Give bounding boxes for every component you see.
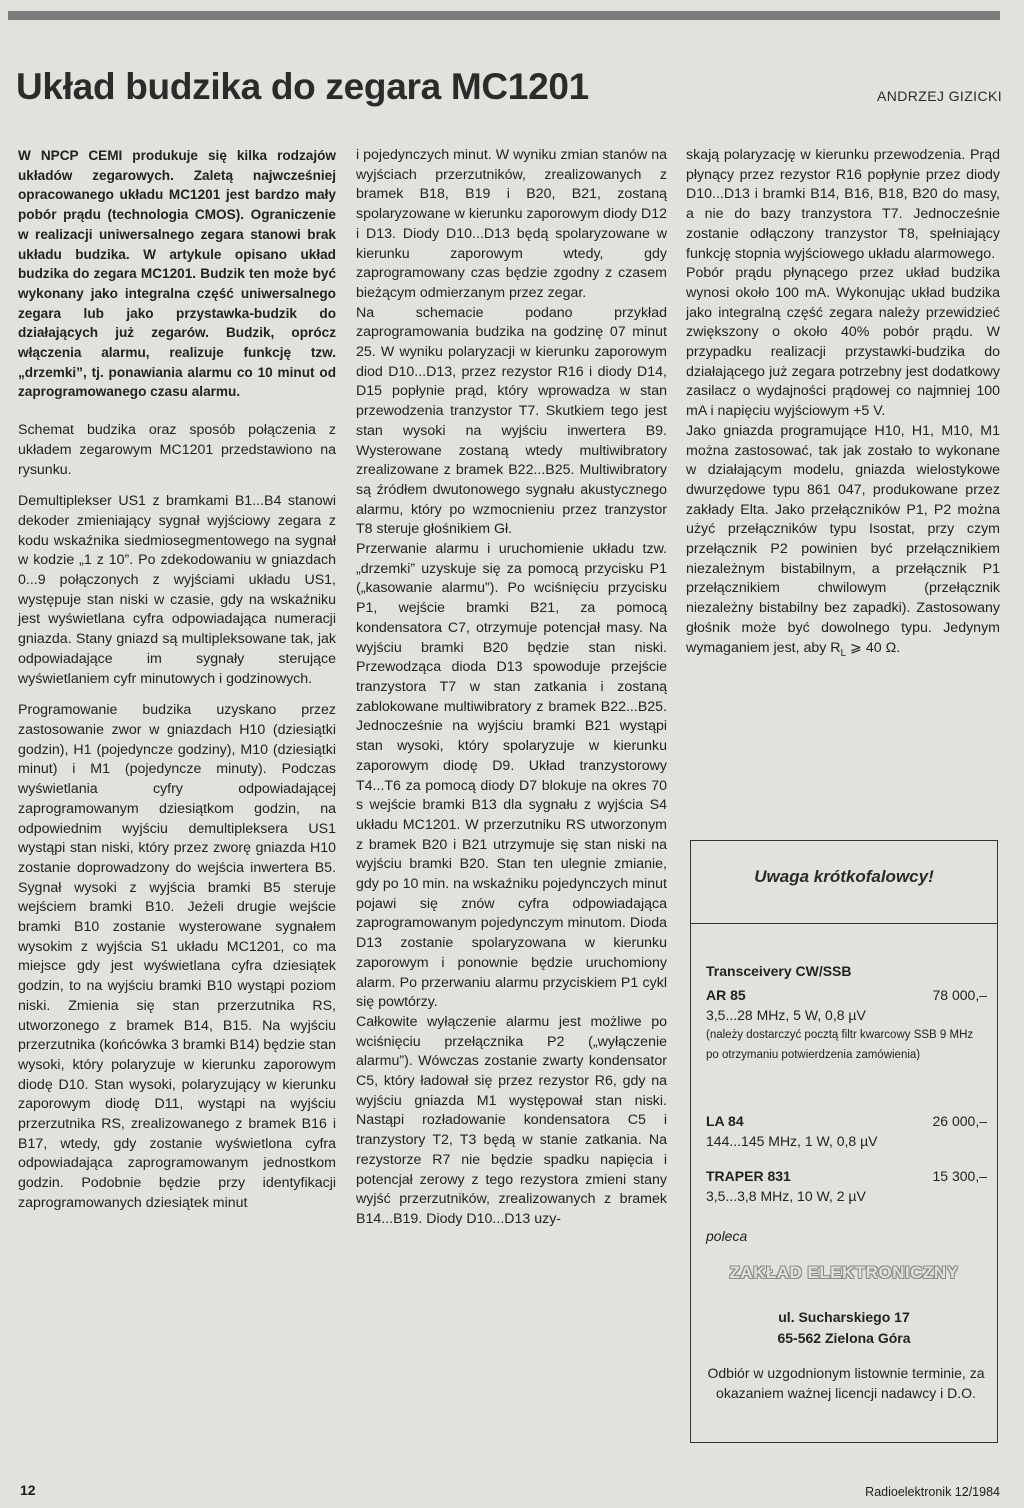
- ad-divider: [691, 923, 997, 924]
- item-name: LA 84: [706, 1113, 744, 1129]
- paragraph: Demultiplekser US1 z bramkami B1...B4 stanowi dekoder zmieniający sygnał wyjściowy zegara z kodu wskaźnika siedmiosegmentowego na sygnał w kodzie „1 z 10”. Po zdekodowaniu w gniazdach 0...9 połączonych z wyjściami układu US1, występuje stan niski w czasie, gdy na wskaźniku jest wyświetlana cyfra odpowiadająca numeracji gniazda. Stany gniazd są multipleksowane tak, jak odpowiadające im sygnały sterujące wyświetlaniem cyfr minutowych i godzinowych.: [18, 493, 336, 687]
- advertisement-box: [690, 840, 998, 1443]
- company-address: [691, 1307, 997, 1349]
- company-name: ZAKŁAD ELEKTRONICZNY: [729, 1263, 959, 1282]
- author-name: ANDRZEJ GIZICKI: [876, 88, 1002, 104]
- paragraph-end: ⩾ 40 Ω.: [846, 639, 901, 656]
- paragraph-text: Jako gniazda programujące H10, H1, M10, M1 można zastosować, tak jak zostało to wykonane w działającym modelu, gniazda wielostykowe dwurzędowe typu 861 047, produkowane przez zakłady Elta. Jako przełączników P1, P2 można użyć przełączników typu Isostat, przy czym przełącznik P2 powinien być przełącznikiem niezależnym bistabilnym, a przełącznik P1 przełącznikiem chwilowym (przełącznik niezależny bistabilny bez zapadki). Zastosowany głośnik może być dowolnego typu. Jedynym wymaganiem jest, aby R: [686, 422, 1000, 656]
- ad-item: [706, 1168, 987, 1204]
- article-title: Układ budzika do zegara MC1201: [16, 66, 589, 107]
- column-2: [356, 146, 667, 1230]
- magazine-issue: Radioelektronik 12/1984: [865, 1485, 1000, 1499]
- address-city: 65-562 Zielona Góra: [777, 1330, 911, 1346]
- item-note: (należy dostarczyć pocztą filtr kwarcowy SSB 9 MHz po otrzymaniu potwierdzenia zamówienia): [706, 1029, 974, 1061]
- lead-paragraph: W NPCP CEMI produkuje się kilka rodzajów układów zegarowych. Zaletą najwcześniej opracowanego układu MC1201 jest bardzo mały pobór prądu (technologia CMOS). Ograniczenie w realizacji uniwersalnego zegara stanowi brak układu budzika. W artykule opisano układ budzika do zegara MC1201. Budzik ten może być wykonany jako integralna część uniwersalnego zegara lub jako przystawka-budzik do działających już zegarów. Budzik, oprócz włączenia alarmu, realizuje funkcję tzw. „drzemki”, tj. ponawiania alarmu co 10 minut od zaprogramowanego czasu alarmu.: [18, 148, 336, 400]
- item-price: 78 000,–: [932, 987, 987, 1003]
- ad-recommends: poleca: [706, 1228, 748, 1244]
- ad-subheader: Transceivery CW/SSB: [706, 963, 852, 979]
- item-name: AR 85: [706, 987, 746, 1003]
- item-price: 26 000,–: [932, 1113, 987, 1129]
- item-name: TRAPER 831: [706, 1168, 791, 1184]
- paragraph: Pobór prądu płynącego przez układ budzika wynosi około 100 mA. Wykonując układ budzika jako integralną część zegara należy przewidzieć zwiększony o około 40% pobór prądu. W przypadku realizacji przystawki-budzika do działającego już zegara potrzebny jest dodatkowy zasilacz o wydajności prądowej co najmniej 100 mA i napięciu wyjściowym +5 V.: [686, 265, 1000, 420]
- ad-item: [706, 1113, 987, 1149]
- item-price: 15 300,–: [932, 1168, 987, 1184]
- item-spec: 3,5...3,8 MHz, 10 W, 2 µV: [706, 1188, 866, 1204]
- ad-footer-note: Odbiór w uzgodnionym listownie terminie, za okazaniem ważnej licencji nadawcy i D.O.: [707, 1365, 985, 1401]
- address-street: ul. Sucharskiego 17: [778, 1309, 910, 1325]
- paragraph: Przerwanie alarmu i uruchomienie układu tzw. „drzemki” uzyskuje się za pomocą przycisku P1 („kasowanie alarmu”). Po wciśnięciu przycisku P1, wejście bramki B21, za pomocą kondensatora C7, otrzymuje potencjał masy. Na wyjściu bramki B20 będzie stan niski. Przewodząca dioda D13 spowoduje przejście tranzystora T7 w stan zatkania i zostaną zablokowane multiwibratory z bramek B22...B25. Jednocześnie na wyjściu bramki B21 wystąpi stan wysoki, który spolaryzuje w kierunku zaporowym diodę D9. Układ tranzystorowy T4...T6 za pomocą diody D7 blokuje na okres 70 s wejście bramki B13 dla sygnału z wyjścia S4 układu MC1201. W przerzutniku RS utworzonym z bramek B20 i B21 utrzymuje się stan niski na wyjściu bramki B20. Stan ten ulegnie zmianie, gdy po 10 min. na wskaźniku pojedynczych minut pojawi się znów cyfra odpowiadająca zaprogramowanym pojedynczym minutom. Dioda D13 zostanie spolaryzowana w kierunku zaporowym i ponownie będzie uruchomiony alarm. Po przerwaniu alarmu przyciskiem P1 cykl się powtórzy.: [356, 541, 667, 1011]
- paragraph: Całkowite wyłączenie alarmu jest możliwe po wciśnięciu przełącznika P2 („wyłączenie alarmu”). Wówczas zostanie zwarty kondensator C5, który ładował się przez rezystor R6, gdy na wyjściu gniazda M1 występował stan niski. Nastąpi rozładowanie kondensatora C5 i tranzystory T2, T3 będą w stanie zatkania. Na rezystorze R7 nie będzie spadku napięcia i potencjał zerowy z tego rezystora zmieni stany wyjść przerzutników, zrealizowanych z bramek B14...B19. Diody D10...D13 uzy-: [356, 1013, 667, 1227]
- column-3: [686, 146, 1000, 663]
- ad-item: [706, 987, 987, 1065]
- top-rule: [8, 11, 1000, 20]
- paragraph: Programowanie budzika uzyskano przez zastosowanie zwor w gniazdach H10 (dziesiątki godzin), H1 (pojedyncze godziny), M10 (dziesiątki minut) i M1 (pojedyncze minuty). Podczas wyświetlania cyfry odpowiadającej zaprogramowanym dziesiątkom godzin, na odpowiednim wyjściu demultipleksera US1 wystąpi stan niski, który przez zworę gniazda H10 zostanie doprowadzony do wejścia inwertera B5. Sygnał wysoki z wyjścia bramki B5 steruje wejściem bramki B10. Jeżeli drugie wejście bramki B10 zostanie wysterowane sygnałem wysokim z wyjścia S1 układu MC1201, co ma miejsce gdy jest wyświetlana cyfra dziesiątek godzin, to na wyjściu bramki B10 wystąpi poziom niski. Zmienia się stan przerzutnika RS, utworzonego z bramek B14, B15. Na wyjściu przerzutnika (końcówka 3 bramki B14) będzie stan wysoki, który polaryzuje w kierunku zaporowym diodę D10. Stan wysoki, polaryzujący w kierunku zaporowym diodę D11, wystąpi na wyjściu przerzutnika RS, zrealizowanego z bramek B16 i B17, wtedy, gdy zostanie wyświetlona cyfra odpowiadająca zaprogramowanym jednostkom godzin. Podobnie będzie przy identyfikacji zaprogramowanych dziesiątek minut: [18, 702, 336, 1211]
- paragraph: Schemat budzika oraz sposób połączenia z układem zegarowym MC1201 przedstawiono na rysunku.: [18, 422, 336, 478]
- paragraph: skają polaryzację w kierunku przewodzenia. Prąd płynący przez rezystor R16 popłynie przez diody D10...D13 i bramki B14, B16, B18, B20 do masy, a nie do bazy tranzystora T7. Jednocześnie zostanie odłączony tranzystor T8, spełniający funkcję stopnia wyjściowego układu alarmowego.: [686, 147, 1000, 262]
- paragraph: [686, 422, 1000, 663]
- paragraph: Na schemacie podano przykład zaprogramowania budzika na godzinę 07 minut 25. W wyniku polaryzacji w kierunku zaporowym diod D10...D13, przez rezystor R16 i diody D14, D15 popłynie prąd, który wprowadza w stan przewodzenia tranzystor T7. Skutkiem tego jest stan wysoki na wyjściu inwertera B9. Wysterowane zostaną wtedy multiwibratory zrealizowane z bramek B22...B25. Multiwibratory są źródłem dwutonowego sygnału akustycznego alarmu, który po wzmocnieniu przez tranzystor T8 steruje głośnikiem Gł.: [356, 304, 667, 538]
- item-spec: 3,5...28 MHz, 5 W, 0,8 µV: [706, 1007, 866, 1023]
- column-1: [18, 146, 336, 1214]
- ad-header: Uwaga krótkofalowcy!: [754, 867, 934, 886]
- paragraph: i pojedynczych minut. W wyniku zmian stanów na wyjściach przerzutników, zrealizowanych z bramek B18, B19 i B20, B21, zostaną spolaryzowane w kierunku zaporowym diody D12 i D13. Diody D10...D13 będą spolaryzowane w kierunku zaporowym wtedy, gdy zaprogramowany czas będzie zgodny z czasem bieżącym odmierzanym przez zegar.: [356, 147, 667, 301]
- page-number: 12: [20, 1482, 36, 1498]
- subscript: L: [840, 647, 847, 659]
- item-spec: 144...145 MHz, 1 W, 0,8 µV: [706, 1133, 878, 1149]
